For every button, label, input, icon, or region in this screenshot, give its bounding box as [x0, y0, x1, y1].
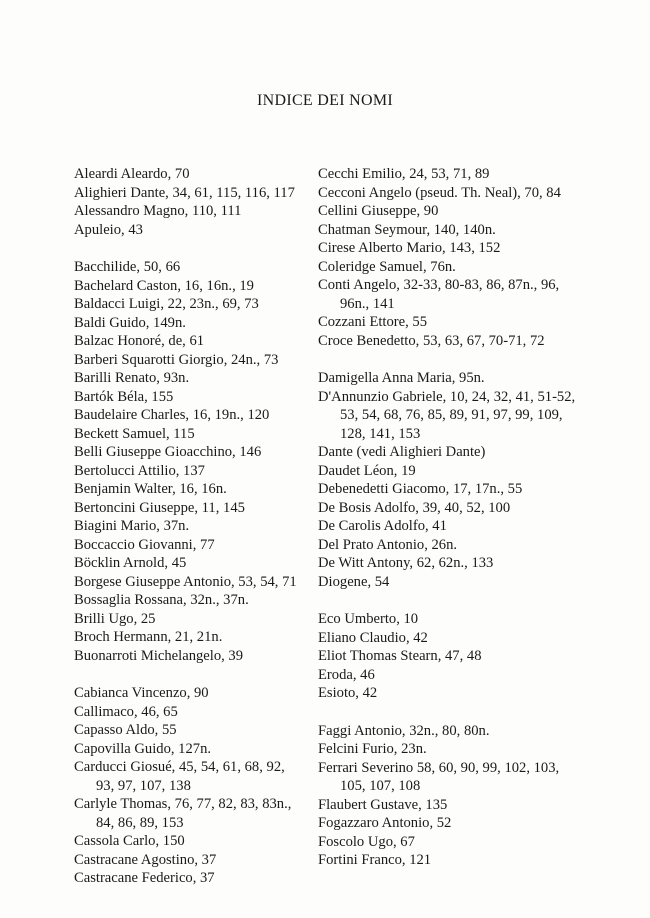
- index-entry: Barberi Squarotti Giorgio, 24n., 73: [74, 351, 279, 368]
- index-entry: Bertoncini Giuseppe, 11, 145: [74, 499, 245, 516]
- index-entry: Alighieri Dante, 34, 61, 115, 116, 117: [74, 184, 295, 201]
- index-entry: Biagini Mario, 37n.: [74, 518, 190, 534]
- index-letter-group: [74, 165, 306, 239]
- index-entry: Alessandro Magno, 110, 111: [74, 203, 242, 219]
- index-entry: Bacchilide, 50, 66: [74, 259, 181, 275]
- index-entry: Ferrari Severino 58, 60, 90, 99, 102, 103, 105, 107, 108: [318, 759, 560, 794]
- index-entry: Foscolo Ugo, 67: [318, 833, 415, 850]
- index-entry: Cecconi Angelo (pseud. Th. Neal), 70, 84: [318, 184, 561, 201]
- index-entry: Callimaco, 46, 65: [74, 703, 178, 720]
- page-title: INDICE DEI NOMI: [256, 92, 394, 109]
- index-entry: Damigella Anna Maria, 95n.: [318, 370, 485, 386]
- index-entry: Benjamin Walter, 16, 16n.: [74, 481, 227, 497]
- index-entry: Bertolucci Attilio, 137: [74, 462, 205, 479]
- index-entry: Capasso Aldo, 55: [74, 722, 177, 738]
- index-entry: Baudelaire Charles, 16, 19n., 120: [74, 407, 270, 423]
- index-entry: Eco Umberto, 10: [318, 611, 419, 627]
- index-entry: Castracane Agostino, 37: [74, 851, 217, 868]
- index-entry: Cecchi Emilio, 24, 53, 71, 89: [318, 166, 490, 182]
- index-letter-group: [74, 258, 306, 665]
- index-entry: Belli Giuseppe Gioacchino, 146: [74, 444, 262, 460]
- index-entry: Baldi Guido, 149n.: [74, 314, 186, 331]
- index-entry: Faggi Antonio, 32n., 80, 80n.: [318, 722, 490, 739]
- index-entry: Debenedetti Giacomo, 17, 17n., 55: [318, 481, 523, 497]
- index-entry: Eliano Claudio, 42: [318, 629, 428, 646]
- index-entry: Diogene, 54: [318, 573, 390, 590]
- index-entry: Aleardi Aleardo, 70: [74, 166, 190, 182]
- index-entry: Cozzani Ettore, 55: [318, 314, 428, 330]
- index-entry: D'Annunzio Gabriele, 10, 24, 32, 41, 51-52, 53, 54, 68, 76, 85, 89, 91, 97, 99, 109, 128, 141, 153: [318, 388, 576, 442]
- index-entry: De Bosis Adolfo, 39, 40, 52, 100: [318, 499, 511, 516]
- index-entry: Cabianca Vincenzo, 90: [74, 685, 209, 701]
- index-entry: Coleridge Samuel, 76n.: [318, 258, 456, 275]
- index-letter-group: [318, 165, 578, 350]
- index-entry: Chatman Seymour, 140, 140n.: [318, 221, 496, 238]
- index-entry: Borgese Giuseppe Antonio, 53, 54, 71: [74, 573, 297, 590]
- index-entry: Del Prato Antonio, 26n.: [318, 536, 458, 553]
- index-entry: Carducci Giosué, 45, 54, 61, 68, 92, 93, 97, 107, 138: [74, 759, 285, 794]
- index-entry: Eliot Thomas Stearn, 47, 48: [318, 648, 482, 664]
- index-entry: Böcklin Arnold, 45: [74, 555, 187, 571]
- index-letter-group: [318, 610, 578, 703]
- index-letter-group: [318, 369, 578, 591]
- index-entry: Conti Angelo, 32-33, 80-83, 86, 87n., 96, 96n., 141: [318, 277, 560, 312]
- index-entry: De Carolis Adolfo, 41: [318, 518, 447, 534]
- index-entry: Croce Benedetto, 53, 63, 67, 70-71, 72: [318, 332, 545, 349]
- index-entry: Beckett Samuel, 115: [74, 425, 195, 442]
- index-entry: Bartók Béla, 155: [74, 388, 174, 405]
- index-entry: Cassola Carlo, 150: [74, 833, 185, 849]
- index-letter-group: [74, 684, 306, 888]
- index-column-right: [318, 165, 578, 889]
- index-entry: Dante (vedi Alighieri Dante): [318, 444, 486, 460]
- index-entry: Balzac Honoré, de, 61: [74, 333, 205, 349]
- index-letter-group: [318, 722, 578, 870]
- index-entry: Capovilla Guido, 127n.: [74, 740, 212, 757]
- index-entry: Buonarroti Michelangelo, 39: [74, 647, 244, 664]
- index-entry: Eroda, 46: [318, 666, 375, 683]
- index-entry: Carlyle Thomas, 76, 77, 82, 83, 83n., 84, 86, 89, 153: [74, 796, 292, 831]
- index-column-left: [74, 165, 306, 907]
- index-entry: Bachelard Caston, 16, 16n., 19: [74, 277, 254, 294]
- index-entry: Baldacci Luigi, 22, 23n., 69, 73: [74, 296, 259, 312]
- index-entry: Daudet Léon, 19: [318, 462, 416, 479]
- index-entry: Fortini Franco, 121: [318, 852, 432, 868]
- index-entry: Boccaccio Giovanni, 77: [74, 536, 215, 553]
- index-entry: Esioto, 42: [318, 685, 378, 701]
- index-entry: Flaubert Gustave, 135: [318, 796, 448, 813]
- index-entry: Apuleio, 43: [74, 221, 143, 238]
- index-entry: Felcini Furio, 23n.: [318, 741, 427, 757]
- index-entry: Brilli Ugo, 25: [74, 610, 156, 627]
- index-entry: Castracane Federico, 37: [74, 870, 215, 886]
- index-entry: Cellini Giuseppe, 90: [318, 203, 439, 219]
- index-entry: Broch Hermann, 21, 21n.: [74, 629, 223, 645]
- index-entry: De Witt Antony, 62, 62n., 133: [318, 555, 494, 571]
- index-entry: Cirese Alberto Mario, 143, 152: [318, 240, 501, 256]
- index-entry: Barilli Renato, 93n.: [74, 370, 190, 386]
- index-entry: Fogazzaro Antonio, 52: [318, 815, 452, 831]
- index-entry: Bossaglia Rossana, 32n., 37n.: [74, 592, 249, 608]
